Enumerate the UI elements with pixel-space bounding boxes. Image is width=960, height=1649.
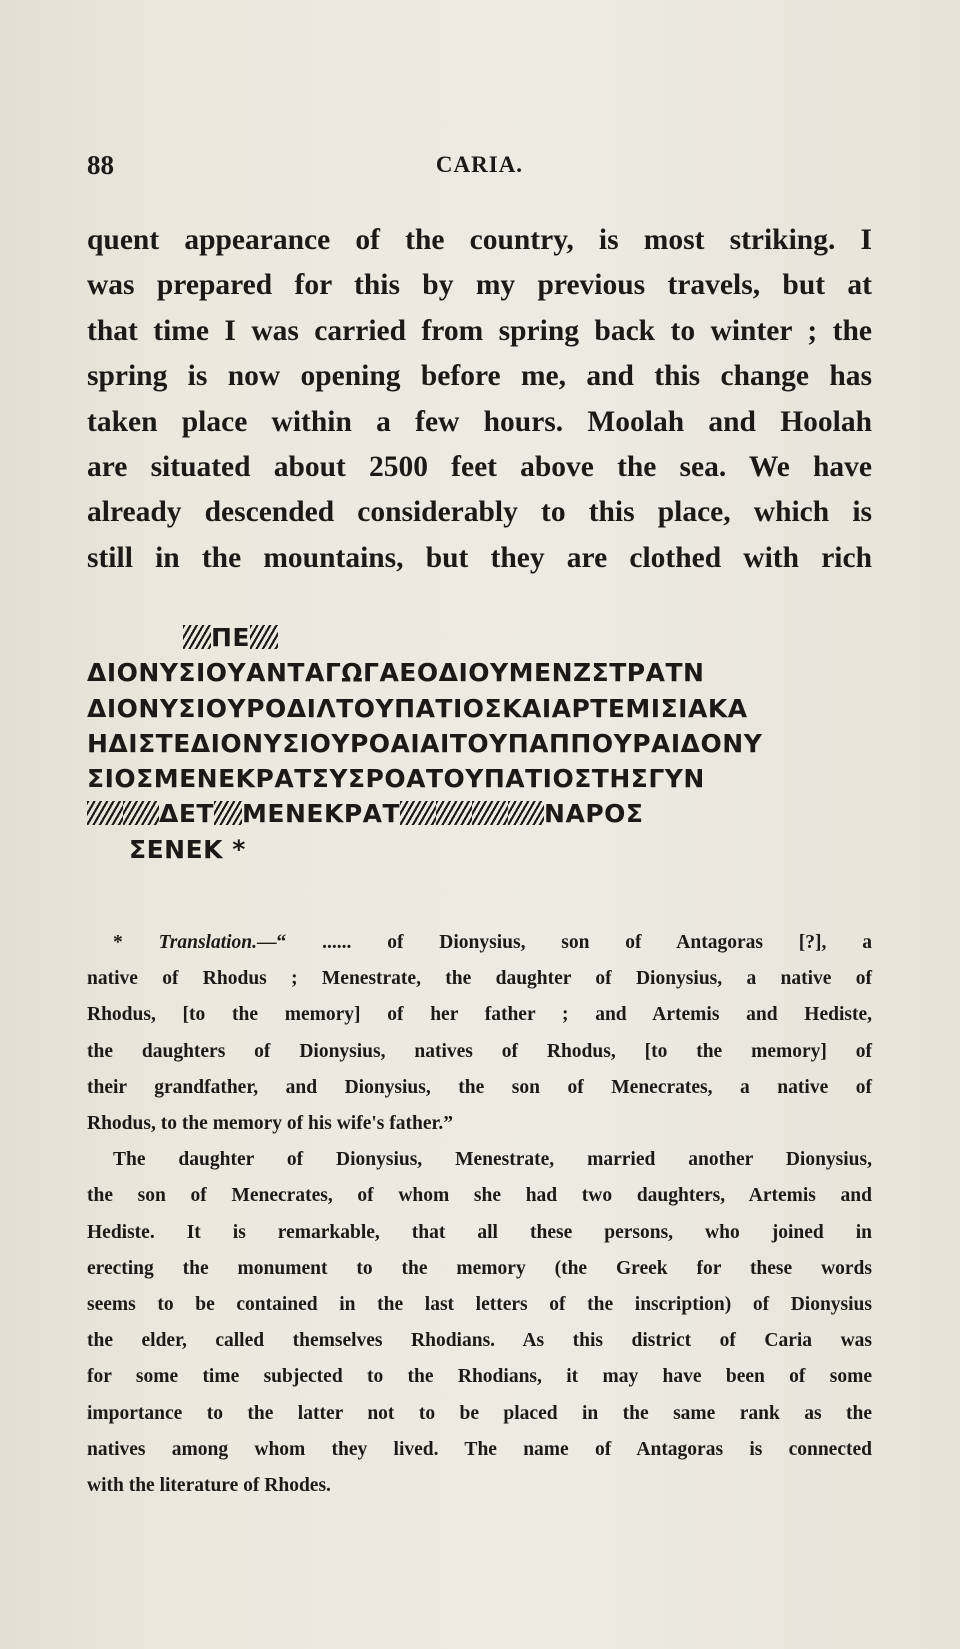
- inscription-line: ΗΔΙΣΤΕΔΙΟΝΥΣΙΟΥΡΟΑΙΑΙΤΟΥΠΑΠΠΟΥΡΑΙΔΟΝΥ: [87, 728, 763, 758]
- lacuna-hatch: [400, 801, 436, 825]
- inscription-text: ΠΕ: [211, 623, 251, 652]
- main-text: [87, 218, 872, 581]
- inscription-text: ΜΕΝΕΚΡΑΤ: [241, 799, 401, 829]
- inscription-text: ΔΕΤ: [159, 799, 214, 829]
- lacuna-hatch: [508, 801, 544, 825]
- lacuna-hatch: [123, 801, 159, 825]
- footnote-line: the daughters of Dionysius, natives of Rhodus, [to the memory] of: [87, 1040, 872, 1062]
- page-header: [87, 150, 872, 190]
- footnote-line: seems to be contained in the last letters of the inscription) of Dionysius: [87, 1294, 872, 1316]
- footnote-line: native of Rhodus ; Menestrate, the daughter of Dionysius, a native of: [87, 968, 872, 990]
- footnote-line: the son of Menecrates, of whom she had two daughters, Artemis and: [87, 1185, 872, 1207]
- lacuna-hatch: [250, 625, 278, 649]
- footnote-marker: *: [113, 932, 159, 953]
- page-number: 88: [87, 150, 114, 180]
- inscription-line: [87, 796, 872, 831]
- footnote-text: —“ ...... of Dionysius, son of Antagoras [?], a: [257, 932, 872, 953]
- lacuna-hatch: [214, 801, 242, 825]
- text-line: still in the mountains, but they are clothed with rich: [87, 541, 872, 574]
- inscription-line: [87, 620, 872, 655]
- footnote-line: their grandfather, and Dionysius, the son of Menecrates, a native of: [87, 1076, 872, 1098]
- footnote-line: erecting the monument to the memory (the Greek for these words: [87, 1257, 872, 1279]
- greek-inscription: [87, 620, 872, 867]
- lacuna-hatch: [472, 801, 508, 825]
- text-line: are situated about 2500 feet above the sea. We have: [87, 451, 872, 484]
- footnote-line: Rhodus, to the memory of his wife's father.”: [87, 1113, 453, 1135]
- footnote-line: The daughter of Dionysius, Menestrate, married another Dionysius,: [113, 1149, 872, 1171]
- inscription-line: ΔΙΟΝΥΣΙΟΥΡΟΔΙΛΤΟΥΠΑΤΙΟΣΚΑΙΑΡΤΕΜΙΣΙΑΚΑ: [87, 693, 748, 723]
- text-line: quent appearance of the country, is most striking. I: [87, 224, 872, 256]
- inscription-line: ΣΕΝΕΚ *: [129, 834, 246, 864]
- text-line: taken place within a few hours. Moolah and Hoolah: [87, 405, 872, 438]
- inscription-line: ΣΙΟΣΜΕΝΕΚΡΑΤΣΥΣΡΟΑΤΟΥΠΑΤΙΟΣΤΗΣΓΥΝ: [87, 764, 705, 794]
- text-line: spring is now opening before me, and this change has: [87, 360, 872, 393]
- footnote-line: natives among whom they lived. The name of Antagoras is connected: [87, 1438, 872, 1460]
- footnote-line: Rhodus, [to the memory] of her father ; and Artemis and Hediste,: [87, 1004, 872, 1026]
- footnote-label: Translation.: [158, 932, 258, 953]
- footnote-line: the elder, called themselves Rhodians. As this district of Caria was: [87, 1330, 872, 1352]
- footnote-line: for some time subjected to the Rhodians, it may have been of some: [87, 1366, 872, 1388]
- lacuna-hatch: [436, 801, 472, 825]
- footnote-line: with the literature of Rhodes.: [87, 1475, 331, 1497]
- text-line: was prepared for this by my previous travels, but at: [87, 269, 872, 302]
- lacuna-hatch: [183, 625, 211, 649]
- text-line: that time I was carried from spring back to winter ; the: [87, 314, 872, 347]
- footnote: [87, 925, 872, 1504]
- footnote-line: [87, 925, 872, 961]
- footnote-line: importance to the latter not to be placed in the same rank as the: [87, 1402, 872, 1424]
- inscription-text: ΝΑΡΟΣ: [544, 799, 644, 829]
- lacuna-hatch: [87, 801, 123, 825]
- inscription-line: ΔΙΟΝΥΣΙΟΥΑΝΤΑΓΩΓΑΕΟΔΙΟΥΜΕΝΖΣΤΡΑΤΝ: [87, 658, 705, 688]
- text-line: already descended considerably to this place, which is: [87, 496, 872, 529]
- running-head: CARIA.: [435, 152, 524, 177]
- footnote-line: Hediste. It is remarkable, that all these persons, who joined in: [87, 1221, 872, 1243]
